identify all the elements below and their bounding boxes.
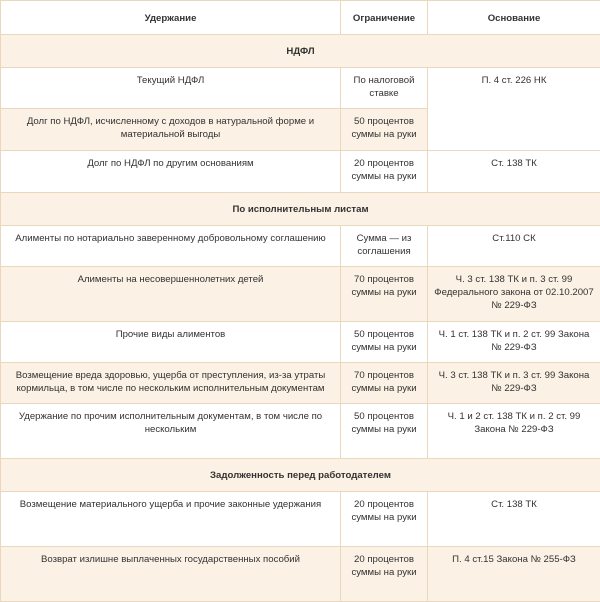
limit-cell: 20 процентов суммы на руки bbox=[341, 492, 428, 547]
basis-cell: Ст.110 СК bbox=[428, 226, 600, 267]
deduction-cell: Долг по НДФЛ по другим основаниям bbox=[1, 151, 341, 193]
table-row bbox=[1, 547, 600, 602]
table-row bbox=[1, 404, 600, 459]
header-basis: Основание bbox=[428, 1, 600, 35]
deduction-cell: Возмещение вреда здоровью, ущерба от преступления, из-за утраты кормильца, в том числе по нескольким исполнительным документам bbox=[1, 363, 341, 404]
limit-cell: Сумма — из соглашения bbox=[341, 226, 428, 267]
limit-cell: 70 процентов суммы на руки bbox=[341, 363, 428, 404]
section-row bbox=[1, 459, 600, 492]
limit-cell: 50 процентов суммы на руки bbox=[341, 109, 428, 151]
limit-cell: 20 процентов суммы на руки bbox=[341, 547, 428, 602]
basis-cell: Ч. 3 ст. 138 ТК и п. 3 ст. 99 Федерального закона от 02.10.2007 № 229-ФЗ bbox=[428, 267, 600, 322]
table-row bbox=[1, 267, 600, 322]
limit-cell: 70 процентов суммы на руки bbox=[341, 267, 428, 322]
basis-cell: Ч. 1 ст. 138 ТК и п. 2 ст. 99 Закона № 229-ФЗ bbox=[428, 322, 600, 363]
section-title: НДФЛ bbox=[1, 35, 600, 68]
header-row bbox=[1, 1, 600, 35]
basis-cell: Ст. 138 ТК bbox=[428, 151, 600, 193]
limit-cell: 50 процентов суммы на руки bbox=[341, 322, 428, 363]
basis-cell: Ст. 138 ТК bbox=[428, 492, 600, 547]
deduction-cell: Возмещение материального ущерба и прочие законные удержания bbox=[1, 492, 341, 547]
limit-cell: По налоговой ставке bbox=[341, 68, 428, 109]
section-title: По исполнительным листам bbox=[1, 193, 600, 226]
section-row bbox=[1, 35, 600, 68]
table-row bbox=[1, 226, 600, 267]
section-title: Задолженность перед работодателем bbox=[1, 459, 600, 492]
table-row bbox=[1, 363, 600, 404]
limit-cell: 50 процентов суммы на руки bbox=[341, 404, 428, 459]
header-deduction: Удержание bbox=[1, 1, 341, 35]
table-row bbox=[1, 151, 600, 193]
deduction-cell: Алименты по нотариально заверенному добровольному соглашению bbox=[1, 226, 341, 267]
deduction-cell: Возврат излишне выплаченных государственных пособий bbox=[1, 547, 341, 602]
table-row bbox=[1, 322, 600, 363]
deduction-cell: Удержание по прочим исполнительным документам, в том числе по нескольким bbox=[1, 404, 341, 459]
basis-cell: П. 4 ст. 226 НК bbox=[428, 68, 600, 151]
basis-cell: П. 4 ст.15 Закона № 255-ФЗ bbox=[428, 547, 600, 602]
section-row bbox=[1, 193, 600, 226]
deduction-cell: Долг по НДФЛ, исчисленному с доходов в натуральной форме и материальной выгоды bbox=[1, 109, 341, 151]
deduction-cell: Прочие виды алиментов bbox=[1, 322, 341, 363]
deduction-cell: Алименты на несовершеннолетних детей bbox=[1, 267, 341, 322]
limit-cell: 20 процентов суммы на руки bbox=[341, 151, 428, 193]
deduction-cell: Текущий НДФЛ bbox=[1, 68, 341, 109]
table-row bbox=[1, 492, 600, 547]
table-row bbox=[1, 68, 600, 109]
basis-cell: Ч. 3 ст. 138 ТК и п. 3 ст. 99 Закона № 229-ФЗ bbox=[428, 363, 600, 404]
basis-cell: Ч. 1 и 2 ст. 138 ТК и п. 2 ст. 99 Закона № 229-ФЗ bbox=[428, 404, 600, 459]
header-limit: Ограничение bbox=[341, 1, 428, 35]
